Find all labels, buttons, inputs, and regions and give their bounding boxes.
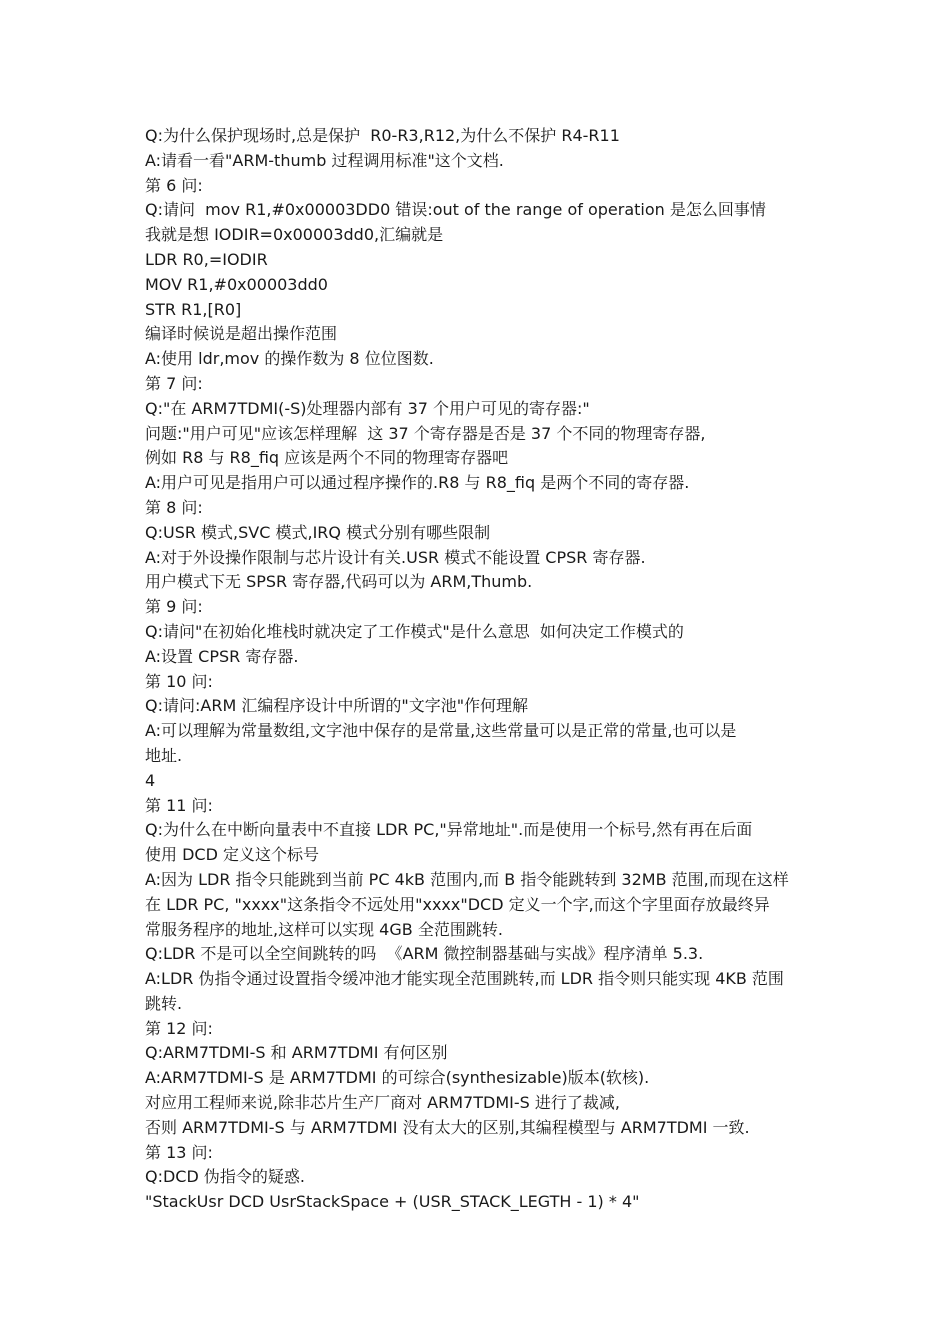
text-line: Q:ARM7TDMI-S 和 ARM7TDMI 有何区别 — [145, 1043, 448, 1063]
question-heading: 第 8 问: — [145, 497, 203, 517]
text-line: Q:DCD 伪指令的疑惑. — [145, 1167, 305, 1187]
text-line: 例如 R8 与 R8_fiq 应该是两个不同的物理寄存器吧 — [145, 448, 509, 468]
code-line: LDR R0,=IODIR — [145, 249, 268, 269]
text-line: A:用户可见是指用户可以通过程序操作的.R8 与 R8_fiq 是两个不同的寄存器. — [145, 473, 690, 493]
text-line: Q:USR 模式,SVC 模式,IRQ 模式分别有哪些限制 — [145, 522, 491, 542]
text-line: A:可以理解为常量数组,文字池中保存的是常量,这些常量可以是正常的常量,也可以是 — [145, 721, 737, 741]
text-line: 使用 DCD 定义这个标号 — [145, 845, 319, 865]
code-line: STR R1,[R0] — [145, 299, 242, 319]
question-heading: 第 9 问: — [145, 597, 203, 617]
text-line: Q:"在 ARM7TDMI(-S)处理器内部有 37 个用户可见的寄存器:" — [145, 398, 590, 418]
code-line: MOV R1,#0x00003dd0 — [145, 274, 328, 294]
text-line: 对应用工程师来说,除非芯片生产厂商对 ARM7TDMI-S 进行了裁减, — [145, 1093, 620, 1113]
text-line: 跳转. — [145, 993, 183, 1013]
question-heading: 第 6 问: — [145, 175, 203, 195]
text-line: 常服务程序的地址,这样可以实现 4GB 全范围跳转. — [145, 919, 503, 939]
document-body — [145, 124, 825, 1215]
text-line: Q:LDR 不是可以全空间跳转的吗 《ARM 微控制器基础与实战》程序清单 5.3. — [145, 944, 704, 964]
text-line: A:请看一看"ARM-thumb 过程调用标准"这个文档. — [145, 150, 504, 170]
question-heading: 第 11 问: — [145, 795, 213, 815]
text-line: A:设置 CPSR 寄存器. — [145, 646, 299, 666]
text-line: A:对于外设操作限制与芯片设计有关.USR 模式不能设置 CPSR 寄存器. — [145, 547, 646, 567]
question-heading: 第 10 问: — [145, 671, 213, 691]
question-heading: 第 12 问: — [145, 1018, 213, 1038]
text-line: 用户模式下无 SPSR 寄存器,代码可以为 ARM,Thumb. — [145, 572, 533, 592]
text-line: Q:请问:ARM 汇编程序设计中所谓的"文字池"作何理解 — [145, 696, 529, 716]
question-heading: 第 13 问: — [145, 1142, 213, 1162]
text-line: 否则 ARM7TDMI-S 与 ARM7TDMI 没有太大的区别,其编程模型与 ARM7TDMI 一致. — [145, 1117, 750, 1137]
text-line: 在 LDR PC, "xxxx"这条指令不远处用"xxxx"DCD 定义一个字,而这个字里面存放最终异 — [145, 894, 770, 914]
code-line: "StackUsr DCD UsrStackSpace + (USR_STACK_LEGTH - 1) * 4" — [145, 1192, 640, 1212]
text-line: 编译时候说是超出操作范围 — [145, 324, 338, 344]
text-line: Q:为什么保护现场时,总是保护 R0-R3,R12,为什么不保护 R4-R11 — [145, 126, 620, 145]
text-line: A:因为 LDR 指令只能跳到当前 PC 4kB 范围内,而 B 指令能跳转到 32MB 范围,而现在这样 — [145, 869, 789, 889]
text-line: Q:为什么在中断向量表中不直接 LDR PC,"异常地址".而是使用一个标号,然有再在后面 — [145, 820, 753, 840]
text-line: A:使用 ldr,mov 的操作数为 8 位位图数. — [145, 349, 434, 369]
text-line: 地址. — [145, 745, 183, 765]
question-heading: 第 7 问: — [145, 373, 203, 393]
text-line: 我就是想 IODIR=0x00003dd0,汇编就是 — [145, 225, 444, 245]
text-line: A:ARM7TDMI-S 是 ARM7TDMI 的可综合(synthesizable)版本(软核). — [145, 1068, 650, 1088]
text-line: A:LDR 伪指令通过设置指令缓冲池才能实现全范围跳转,而 LDR 指令则只能实现 4KB 范围 — [145, 969, 784, 989]
text-line: Q:请问"在初始化堆栈时就决定了工作模式"是什么意思 如何决定工作模式的 — [145, 621, 684, 641]
text-line: Q:请问 mov R1,#0x00003DD0 错误:out of the range of operation 是怎么回事情 — [145, 200, 766, 220]
text-line: 问题:"用户可见"应该怎样理解 这 37 个寄存器是否是 37 个不同的物理寄存器, — [145, 423, 706, 443]
page-number: 4 — [145, 770, 156, 790]
